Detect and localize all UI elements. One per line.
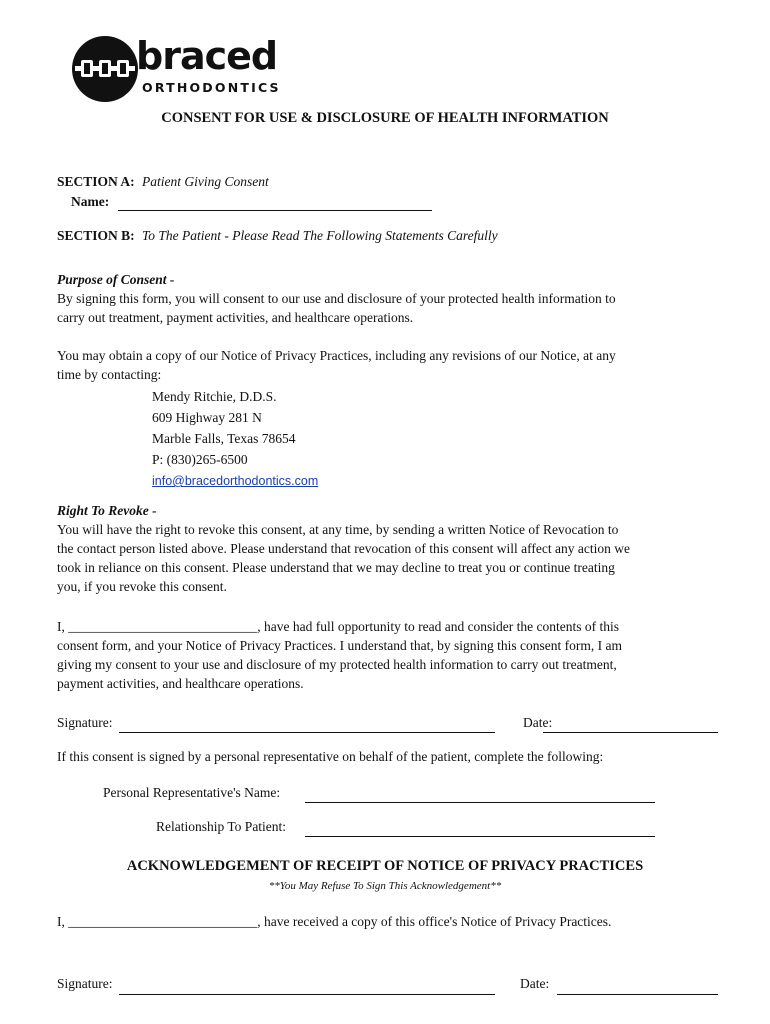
obtain-line: time by contacting:: [57, 367, 162, 382]
obtain-section: [57, 346, 737, 384]
acknowledgement-signature-label: Signature:: [57, 976, 113, 991]
contact-address2: Marble Falls, Texas 78654: [152, 431, 296, 446]
acknowledgement-statement: I, ____________________________, have received a copy of this office's Notice of Privacy Practices.: [57, 914, 612, 929]
statement-line: giving my consent to your use and disclosure of my protected health information to carry out treatment,: [57, 657, 617, 672]
section-b-desc: To The Patient - Please Read The Following Statements Carefully: [142, 228, 498, 243]
section-b: [57, 228, 498, 244]
purpose-line: By signing this form, you will consent to our use and disclosure of your protected health information to: [57, 291, 616, 306]
date-label: Date:: [523, 715, 553, 730]
section-a-desc: Patient Giving Consent: [142, 174, 269, 189]
braces-icon: [72, 36, 138, 102]
acknowledgement-date-field[interactable]: [557, 994, 718, 995]
contact-phone: P: (830)265-6500: [152, 452, 248, 467]
contact-address1: 609 Highway 281 N: [152, 410, 262, 425]
statement-line: payment activities, and healthcare operations.: [57, 676, 304, 691]
consent-statement: [57, 617, 747, 693]
purpose-heading: Purpose of Consent -: [57, 272, 175, 287]
logo-wordmark: braced: [136, 34, 278, 78]
representative-intro: If this consent is signed by a personal representative on behalf of the patient, complete the following:: [57, 749, 604, 764]
contact-name: Mendy Ritchie, D.D.S.: [152, 389, 277, 404]
revoke-line: took in reliance on this consent. Please understand that we may decline to treat you or continue treating: [57, 560, 615, 575]
acknowledgement-date-label: Date:: [520, 976, 550, 991]
signature-label: Signature:: [57, 715, 113, 730]
relationship-label: Relationship To Patient:: [156, 819, 287, 834]
obtain-line: You may obtain a copy of our Notice of Privacy Practices, including any revisions of our Notice, at any: [57, 348, 616, 363]
signature-field[interactable]: [119, 732, 495, 733]
acknowledgement-heading: ACKNOWLEDGEMENT OF RECEIPT OF NOTICE OF PRIVACY PRACTICES: [126, 858, 644, 874]
revoke-line: You will have the right to revoke this consent, at any time, by sending a written Notice of Revocation to: [57, 522, 619, 537]
section-a: [57, 174, 269, 190]
representative-name-field[interactable]: [305, 802, 655, 803]
section-b-label: SECTION B:: [57, 228, 135, 243]
page-title: CONSENT FOR USE & DISCLOSURE OF HEALTH INFORMATION: [161, 110, 609, 126]
statement-line: consent form, and your Notice of Privacy Practices. I understand that, by signing this consent form, I am: [57, 638, 622, 653]
acknowledgement-subheading: **You May Refuse To Sign This Acknowledgement**: [268, 880, 502, 892]
revoke-line: the contact person listed above. Please understand that revocation of this consent will affect any action we: [57, 541, 630, 556]
name-field[interactable]: [118, 210, 432, 211]
date-field[interactable]: [543, 732, 718, 733]
name-label: Name:: [71, 194, 110, 209]
statement-line: I, ____________________________, have had full opportunity to read and consider the contents of this: [57, 619, 620, 634]
purpose-line: carry out treatment, payment activities, and healthcare operations.: [57, 310, 414, 325]
revoke-line: you, if you revoke this consent.: [57, 579, 227, 594]
purpose-section: [57, 270, 737, 327]
section-a-label: SECTION A:: [57, 174, 135, 189]
contact-block: [152, 386, 318, 492]
revoke-section: [57, 501, 747, 596]
representative-name-label: Personal Representative's Name:: [103, 785, 281, 800]
relationship-field[interactable]: [305, 836, 655, 837]
acknowledgement-signature-field[interactable]: [119, 994, 495, 995]
revoke-heading: Right To Revoke -: [57, 503, 157, 518]
logo-subtitle: ORTHODONTICS: [142, 80, 281, 95]
logo-circle: [72, 36, 138, 102]
contact-email-link[interactable]: info@bracedorthodontics.com: [152, 474, 319, 488]
